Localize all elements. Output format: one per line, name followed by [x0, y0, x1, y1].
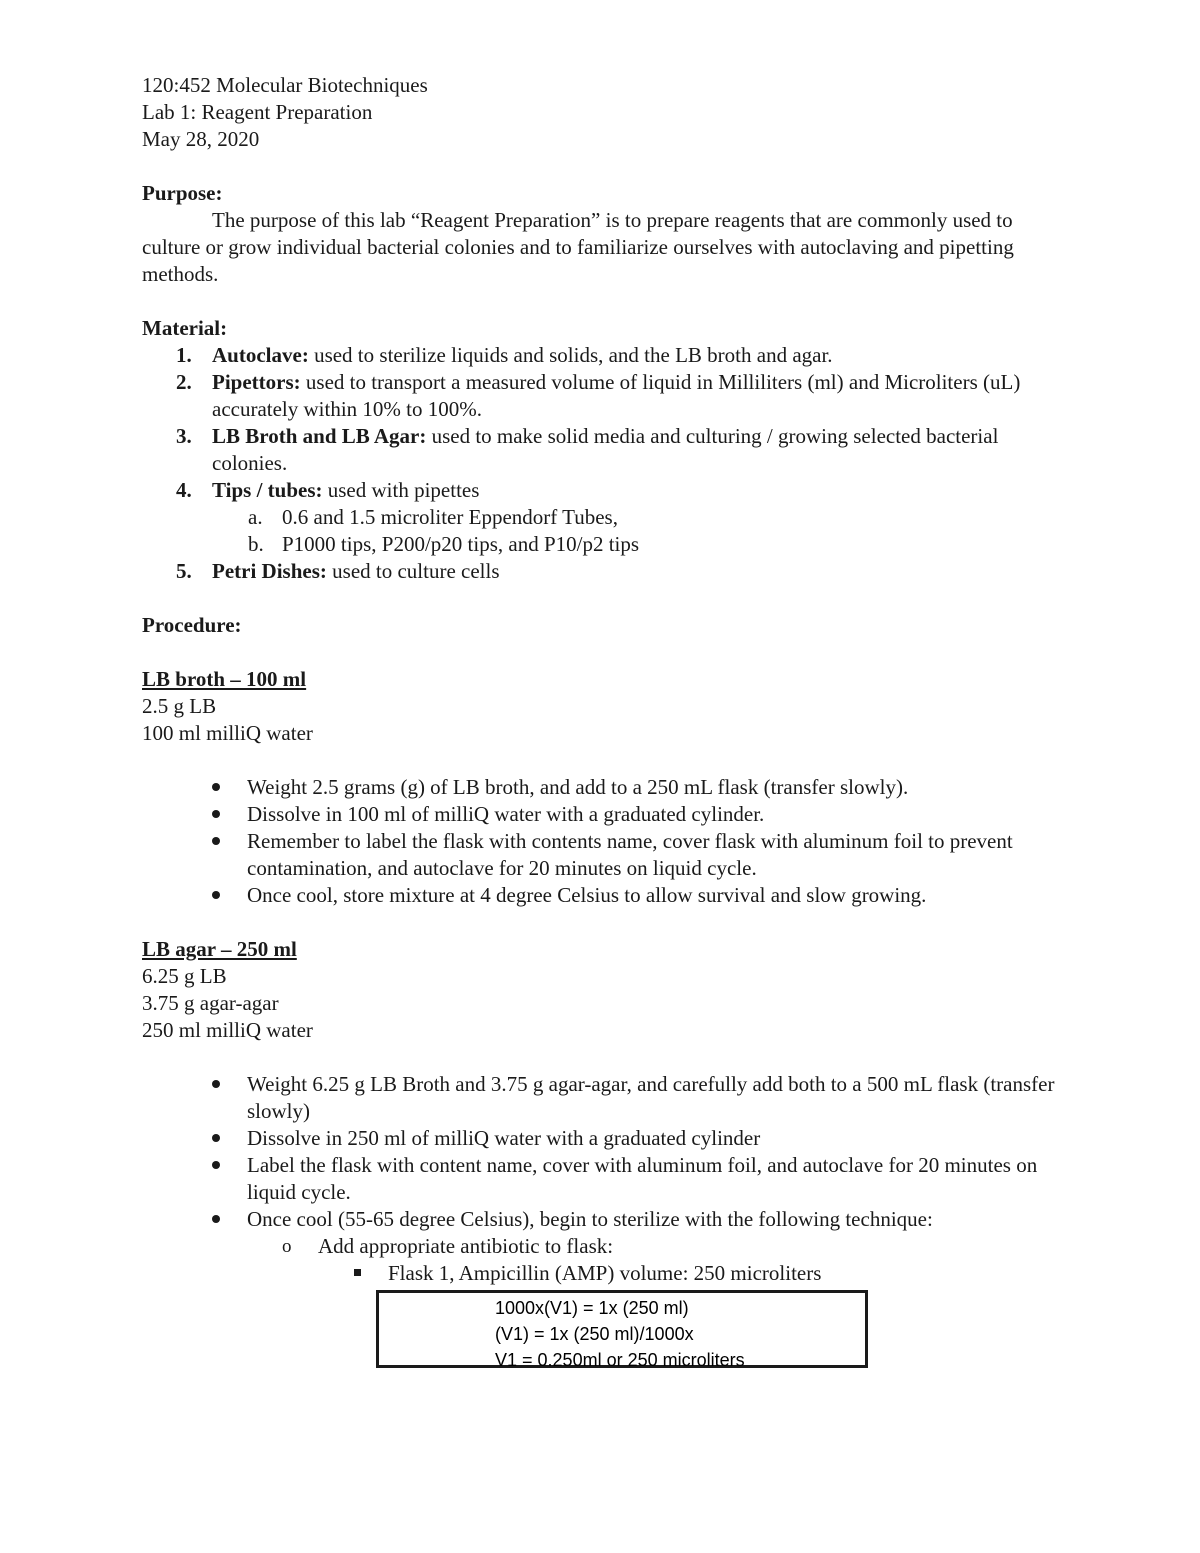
- material-list: [142, 342, 1062, 585]
- lab-title: Lab 1: Reagent Preparation: [142, 100, 373, 124]
- bullet-icon: [212, 1134, 220, 1142]
- lb-agar-steps: [142, 1071, 1062, 1287]
- calculation-box: [376, 1290, 868, 1368]
- material-item: [142, 477, 1062, 558]
- step-text: Weight 2.5 grams (g) of LB broth, and add to a 250 mL flask (transfer slowly).: [247, 775, 909, 799]
- material-number: 1.: [176, 343, 192, 367]
- material-item: [142, 423, 1062, 477]
- bullet-icon: [212, 837, 220, 845]
- hollow-bullet-icon: o: [282, 1236, 292, 1257]
- step-text: Dissolve in 250 ml of milliQ water with a graduated cylinder: [247, 1126, 761, 1150]
- step-item: [142, 1125, 1062, 1152]
- square-bullet-icon: [354, 1269, 361, 1276]
- material-label: LB Broth and LB Agar:: [212, 424, 427, 448]
- material-label: Autoclave:: [212, 343, 309, 367]
- material-description: used to sterilize liquids and solids, and the LB broth and agar.: [308, 343, 833, 367]
- ingredient-line: 250 ml milliQ water: [142, 1018, 313, 1042]
- bullet-icon: [212, 810, 220, 818]
- lb-agar-title: LB agar – 250 ml: [142, 937, 297, 961]
- step-item: [142, 1206, 1062, 1287]
- ingredient-line: 3.75 g agar-agar: [142, 991, 279, 1015]
- document-date: May 28, 2020: [142, 127, 260, 151]
- material-number: 4.: [176, 478, 192, 502]
- material-label: Petri Dishes:: [212, 559, 327, 583]
- step-text: Label the flask with content name, cover with aluminum foil, and autoclave for 20 minutes on liquid cycle.: [247, 1153, 1038, 1204]
- subsubstep-item: [142, 1260, 1062, 1287]
- step-text: Weight 6.25 g LB Broth and 3.75 g agar-agar, and carefully add both to a 500 mL flask (transfer slowly): [247, 1072, 1055, 1123]
- material-label: Tips / tubes:: [212, 478, 323, 502]
- step-item: [142, 828, 1062, 882]
- flask-sublist: [318, 1260, 1062, 1287]
- material-number: 2.: [176, 370, 192, 394]
- material-description: used to transport a measured volume of liquid in Milliliters (ml) and Microliters (uL) accurately within 10% to 100%.: [212, 370, 1021, 421]
- step-item: [142, 1152, 1062, 1206]
- material-description: used to culture cells: [326, 559, 500, 583]
- material-subitem: [142, 531, 1062, 558]
- material-sublist: [212, 504, 1062, 558]
- substep-text: Add appropriate antibiotic to flask:: [318, 1234, 614, 1258]
- material-number: 5.: [176, 559, 192, 583]
- step-item: [142, 801, 1062, 828]
- subitem-text: P1000 tips, P200/p20 tips, and P10/p2 tips: [282, 532, 640, 556]
- material-subitem: [142, 504, 1062, 531]
- subitem-text: 0.6 and 1.5 microliter Eppendorf Tubes,: [282, 505, 618, 529]
- material-item: [142, 558, 1062, 585]
- subsubstep-text: Flask 1, Ampicillin (AMP) volume: 250 microliters: [388, 1261, 822, 1285]
- calculation-line: V1 = 0.250ml or 250 microliters: [495, 1350, 745, 1370]
- material-label: Pipettors:: [212, 370, 301, 394]
- course-title: 120:452 Molecular Biotechniques: [142, 73, 428, 97]
- bullet-icon: [212, 1161, 220, 1169]
- material-item: [142, 342, 1062, 369]
- material-number: 3.: [176, 424, 192, 448]
- procedure-heading: Procedure:: [142, 613, 242, 637]
- ingredient-line: 100 ml milliQ water: [142, 721, 313, 745]
- lb-broth-steps: [142, 774, 1062, 909]
- substep-item: [142, 1233, 1062, 1287]
- material-description: used to make solid media and culturing / growing selected bacterial colonies.: [212, 424, 999, 475]
- calculation-line: 1000x(V1) = 1x (250 ml): [495, 1298, 689, 1318]
- bullet-icon: [212, 783, 220, 791]
- step-text: Once cool, store mixture at 4 degree Celsius to allow survival and slow growing.: [247, 883, 927, 907]
- antibiotic-sublist: [247, 1233, 1062, 1287]
- ingredient-line: 2.5 g LB: [142, 694, 217, 718]
- bullet-icon: [212, 1080, 220, 1088]
- purpose-heading: Purpose:: [142, 181, 223, 205]
- subitem-letter: b.: [248, 532, 264, 556]
- step-item: [142, 774, 1062, 801]
- bullet-icon: [212, 1215, 220, 1223]
- step-text: Remember to label the flask with contents name, cover flask with aluminum foil to prevent contamination, and autoclave for 20 minutes on liquid cycle.: [247, 829, 1013, 880]
- document-page: [142, 72, 1062, 1287]
- step-text: Dissolve in 100 ml of milliQ water with a graduated cylinder.: [247, 802, 765, 826]
- material-heading: Material:: [142, 316, 228, 340]
- lb-broth-title: LB broth – 100 ml: [142, 667, 307, 691]
- purpose-paragraph: The purpose of this lab “Reagent Preparation” is to prepare reagents that are commonly used to culture or grow individual bacterial colonies and to familiarize ourselves with autoclaving and pipetting methods.: [142, 208, 1014, 286]
- subitem-letter: a.: [248, 505, 263, 529]
- step-item: [142, 882, 1062, 909]
- bullet-icon: [212, 891, 220, 899]
- calculation-line: (V1) = 1x (250 ml)/1000x: [495, 1324, 694, 1344]
- material-item: [142, 369, 1062, 423]
- material-description: used with pipettes: [322, 478, 480, 502]
- ingredient-line: 6.25 g LB: [142, 964, 227, 988]
- step-item: [142, 1071, 1062, 1125]
- step-text: Once cool (55-65 degree Celsius), begin to sterilize with the following technique:: [247, 1207, 933, 1231]
